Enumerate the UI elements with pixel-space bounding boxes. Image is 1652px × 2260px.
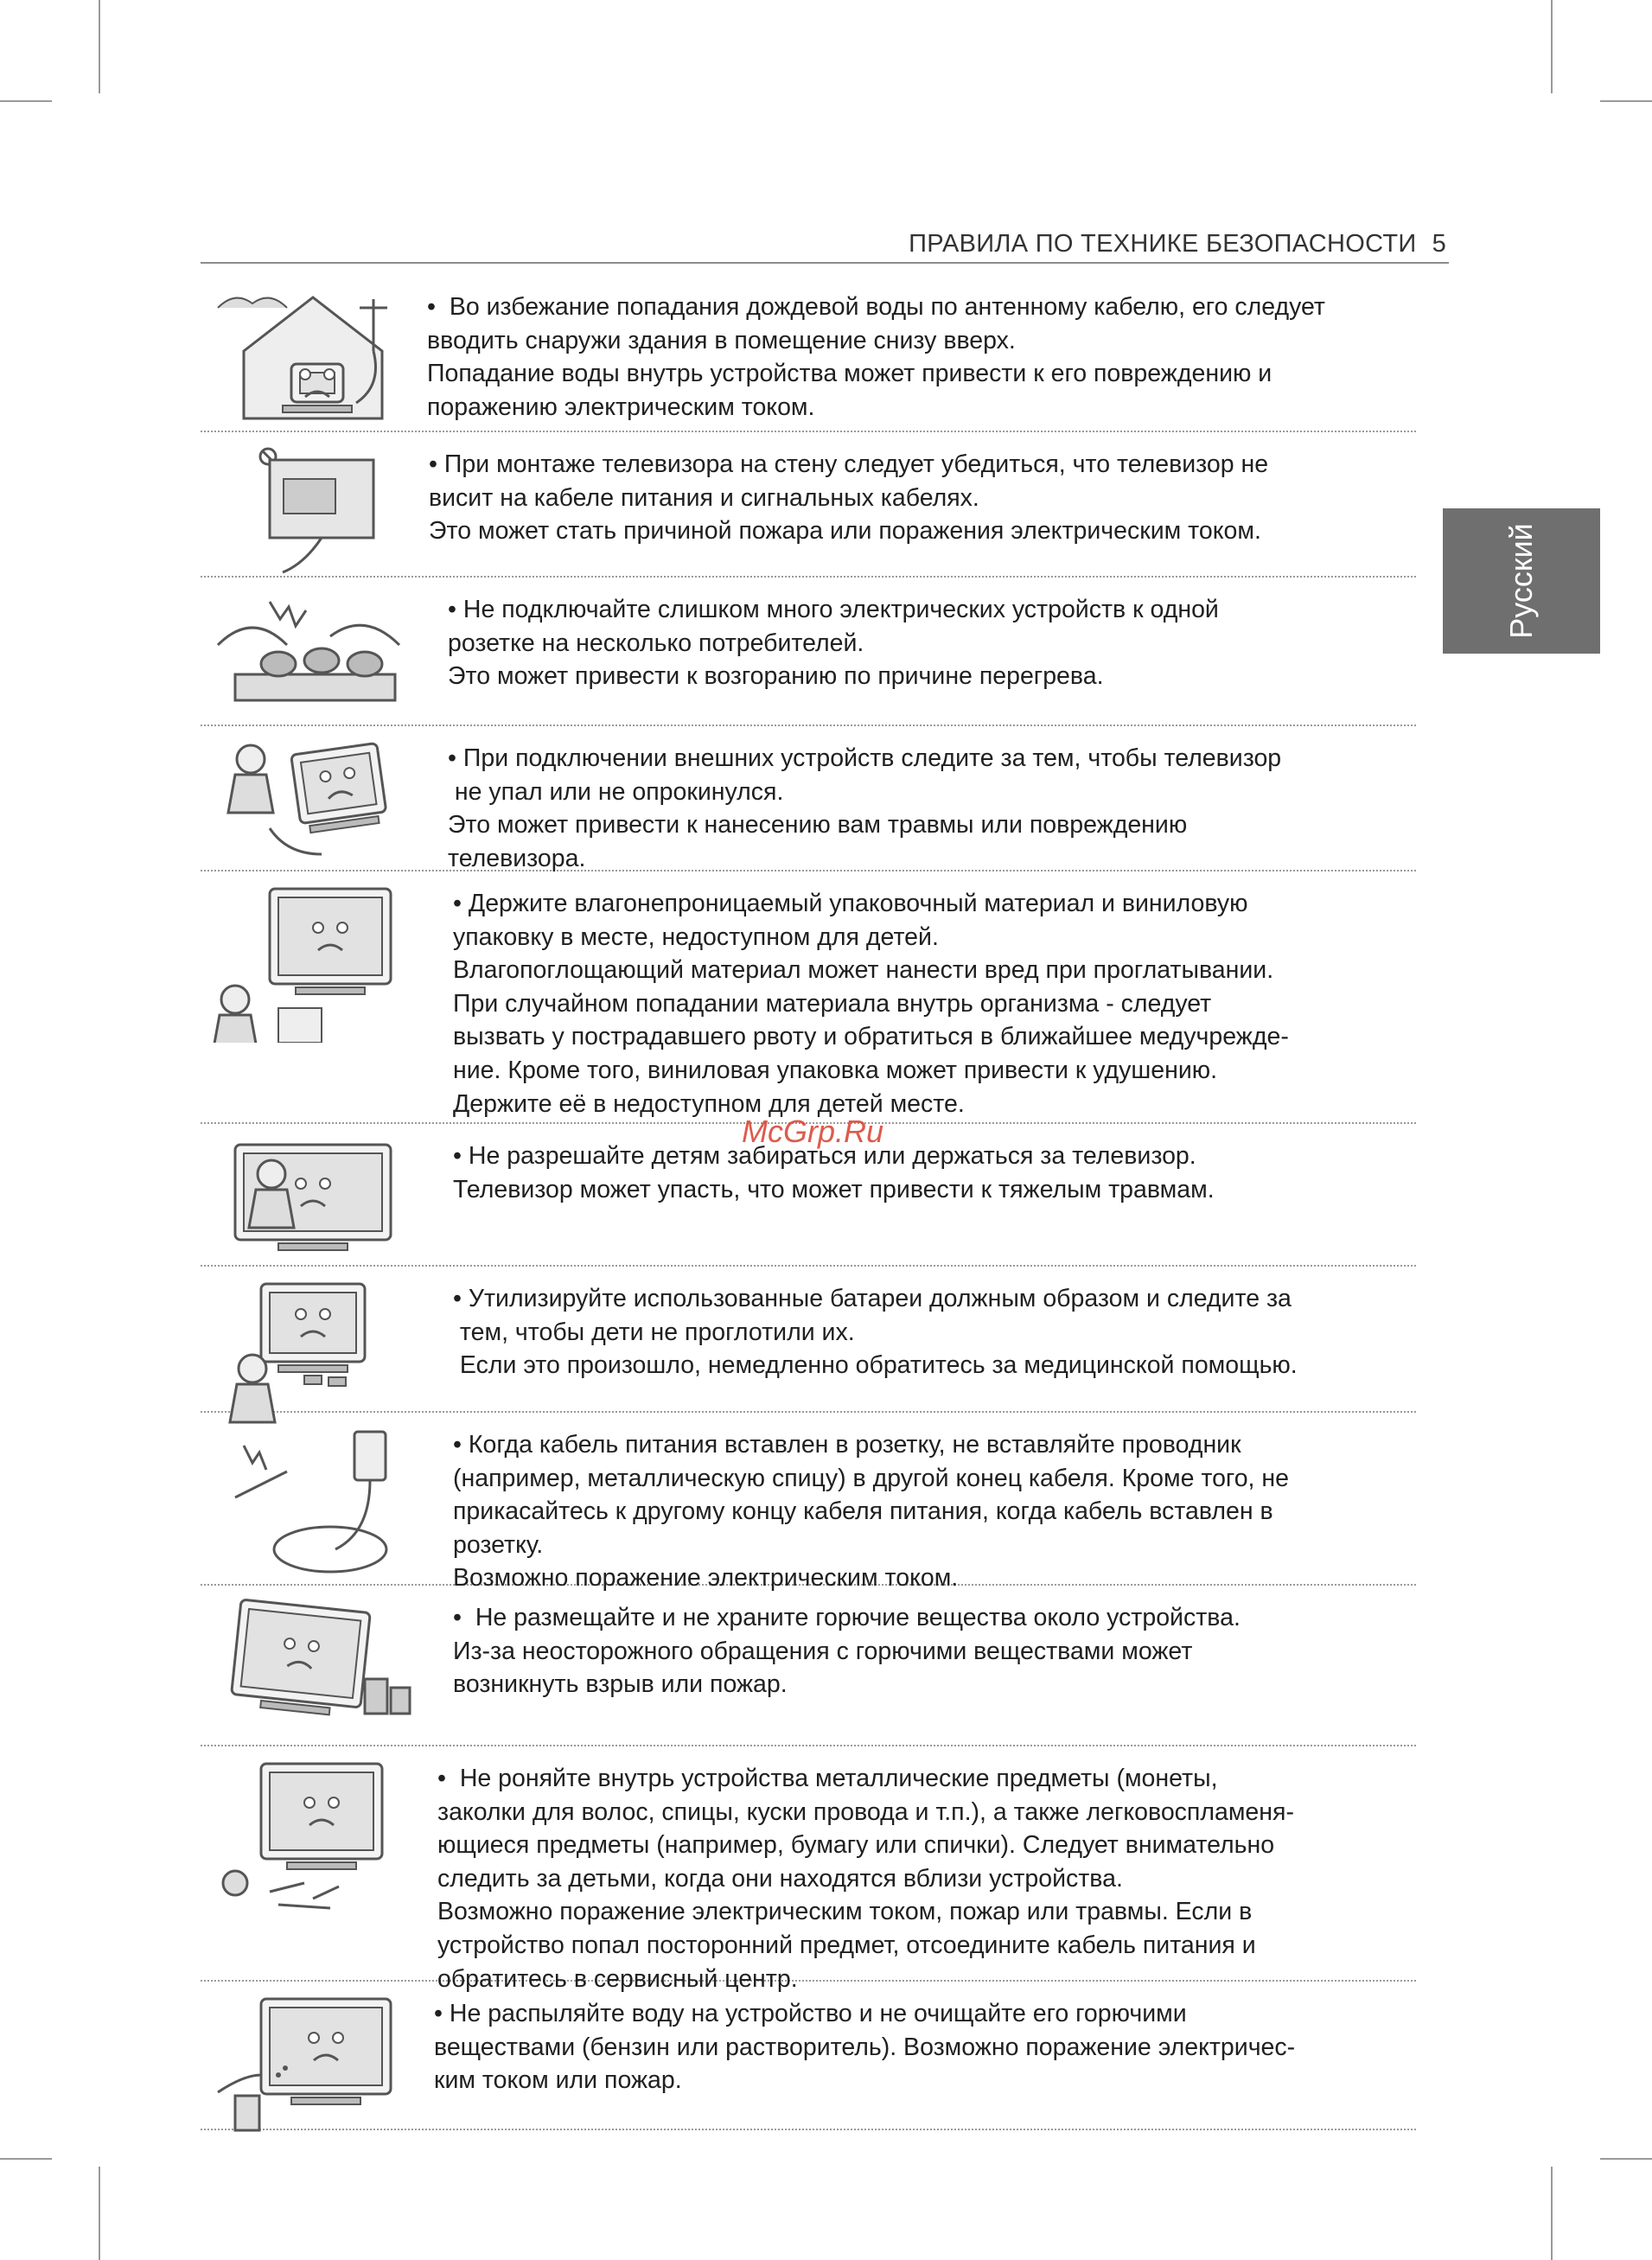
safety-item-text bbox=[453, 1428, 1289, 1595]
safety-item bbox=[201, 275, 1416, 432]
text-line: Возможно поражение электрическим током. bbox=[453, 1564, 959, 1593]
text-line: • Утилизируйте использованные батареи должным образом и следите за bbox=[453, 1285, 1292, 1312]
text-line: вводить снаружи здания в помещение снизу вверх. bbox=[427, 326, 1016, 354]
text-line: ким током или пожар. bbox=[434, 2066, 682, 2095]
power-cable-shock-icon bbox=[201, 1420, 430, 1584]
safety-item bbox=[201, 1267, 1416, 1413]
text-line: Если это произошло, немедленно обратитесь за медицинской помощью. bbox=[453, 1351, 1298, 1380]
text-line: следить за детьми, когда они находятся вблизи устройства. bbox=[437, 1864, 1123, 1893]
safety-items bbox=[201, 275, 1416, 2130]
safety-item bbox=[201, 871, 1416, 1124]
text-line: • Держите влагонепроницаемый упаковочный материал и виниловую bbox=[453, 890, 1248, 917]
text-line: поражению электрическим током. bbox=[427, 393, 815, 421]
flammable-substances-icon bbox=[201, 1593, 430, 1757]
text-line: • При монтаже телевизора на стену следует убедиться, что телевизор не bbox=[429, 450, 1269, 478]
crop-mark bbox=[1600, 2158, 1652, 2160]
text-line: возникнуть взрыв или пожар. bbox=[453, 1670, 788, 1699]
watermark: McGrp.Ru bbox=[742, 1114, 884, 1149]
text-line: не упал или не опрокинулся. bbox=[448, 777, 784, 806]
safety-item bbox=[201, 726, 1416, 871]
text-line: розетке на несколько потребителей. bbox=[448, 629, 864, 657]
text-line: тем, чтобы дети не проглотили их. bbox=[453, 1318, 855, 1346]
text-line: (например, металлическую спицу) в другой конец кабеля. Кроме того, не bbox=[453, 1464, 1289, 1492]
text-line: Телевизор может упасть, что может привести к тяжелым травмам. bbox=[453, 1175, 1215, 1203]
safety-item-text bbox=[427, 290, 1325, 424]
text-line: • Когда кабель питания вставлен в розетку, не вставляйте проводник bbox=[453, 1431, 1241, 1459]
text-line: • Не роняйте внутрь устройства металлические предметы (монеты, bbox=[437, 1765, 1218, 1792]
language-tab-label: Русский bbox=[1502, 523, 1539, 639]
text-line: Возможно поражение электрическим током, пожар или травмы. Если в bbox=[437, 1898, 1253, 1926]
metal-objects-icon bbox=[201, 1753, 430, 1918]
text-line: • Не подключайте слишком много электрических устройств к одной bbox=[448, 596, 1219, 623]
text-line: устройство попал посторонний предмет, отсоедините кабель питания и bbox=[437, 1931, 1256, 1959]
safety-item bbox=[201, 1746, 1416, 1993]
running-header bbox=[909, 230, 1446, 259]
text-line: вызвать у пострадавшего рвоту и обратиться в ближайшее медучрежде- bbox=[453, 1023, 1289, 1051]
text-line: Это может стать причиной пожара или поражения электрическим током. bbox=[429, 517, 1261, 546]
text-line: висит на кабеле питания и сигнальных кабелях. bbox=[429, 483, 979, 512]
safety-item bbox=[201, 1413, 1416, 1593]
text-line: • Не распыляйте воду на устройство и не очищайте его горючими bbox=[434, 2000, 1187, 2027]
overloaded-power-strip-icon bbox=[201, 584, 430, 749]
text-line: При случайном попадании материала внутрь организма - следует bbox=[453, 989, 1212, 1018]
text-line: • Во избежание попадания дождевой воды по антенному кабелю, его следует bbox=[427, 293, 1325, 321]
safety-item bbox=[201, 578, 1416, 726]
safety-item bbox=[201, 1586, 1416, 1746]
child-packaging-icon bbox=[201, 878, 430, 1043]
safety-item-text bbox=[453, 1601, 1241, 1701]
header-title: ПРАВИЛА ПО ТЕХНИКЕ БЕЗОПАСНОСТИ bbox=[909, 230, 1417, 258]
safety-item bbox=[201, 1982, 1416, 2130]
text-line: заколки для волос, спицы, куски провода и т.п.), а также легковоспламеня- bbox=[437, 1797, 1294, 1826]
house-antenna-icon bbox=[201, 282, 430, 446]
text-line: веществами (бензин или растворитель). Возможно поражение электричес- bbox=[434, 2033, 1296, 2061]
language-tab bbox=[1443, 508, 1600, 654]
crop-mark bbox=[0, 100, 52, 102]
safety-item-text bbox=[429, 448, 1268, 548]
safety-item-text bbox=[437, 1762, 1294, 1995]
safety-item-text bbox=[448, 742, 1281, 875]
text-line: Это может привести к возгоранию по причине перегрева. bbox=[448, 662, 1104, 691]
text-line: ющиеся предметы (например, бумагу или спички). Следует внимательно bbox=[437, 1831, 1275, 1860]
safety-item bbox=[201, 432, 1416, 578]
text-line: • При подключении внешних устройств следите за тем, чтобы телевизор bbox=[448, 744, 1282, 772]
crop-mark bbox=[1600, 100, 1652, 102]
page-number: 5 bbox=[1432, 230, 1446, 258]
text-line: розетку. bbox=[453, 1530, 544, 1559]
crop-mark bbox=[99, 2167, 100, 2260]
crop-mark bbox=[0, 2158, 52, 2160]
text-line: телевизора. bbox=[448, 844, 586, 872]
text-line: прикасайтесь к другому концу кабеля питания, когда кабель вставлен в bbox=[453, 1497, 1273, 1526]
crop-mark bbox=[99, 0, 100, 93]
header-rule bbox=[201, 262, 1449, 264]
safety-item-text bbox=[453, 887, 1289, 1120]
text-line: Из-за неосторожного обращения с горючими веществами может bbox=[453, 1637, 1193, 1665]
text-line: Это может привести к нанесению вам травмы или повреждению bbox=[448, 811, 1188, 840]
safety-item-text bbox=[448, 593, 1219, 693]
text-line: обратитесь в сервисный центр. bbox=[437, 1964, 798, 1993]
safety-item-text bbox=[453, 1282, 1298, 1382]
text-line: Держите её в недоступном для детей месте. bbox=[453, 1089, 965, 1118]
text-line: • Не размещайте и не храните горючие вещества около устройства. bbox=[453, 1604, 1241, 1631]
safety-item-text bbox=[434, 1997, 1295, 2097]
text-line: • Не разрешайте детям забираться или держаться за телевизор. bbox=[453, 1142, 1196, 1170]
text-line: ние. Кроме того, виниловая упаковка может привести к удушению. bbox=[453, 1056, 1218, 1084]
crop-mark bbox=[1551, 0, 1553, 93]
text-line: Влагопоглощающий материал может нанести вред при проглатывании. bbox=[453, 956, 1274, 985]
water-spray-icon bbox=[201, 1989, 430, 2153]
crop-mark bbox=[1551, 2167, 1553, 2260]
text-line: упаковку в месте, недоступном для детей. bbox=[453, 923, 939, 951]
text-line: Попадание воды внутрь устройства может привести к его повреждению и bbox=[427, 360, 1272, 388]
